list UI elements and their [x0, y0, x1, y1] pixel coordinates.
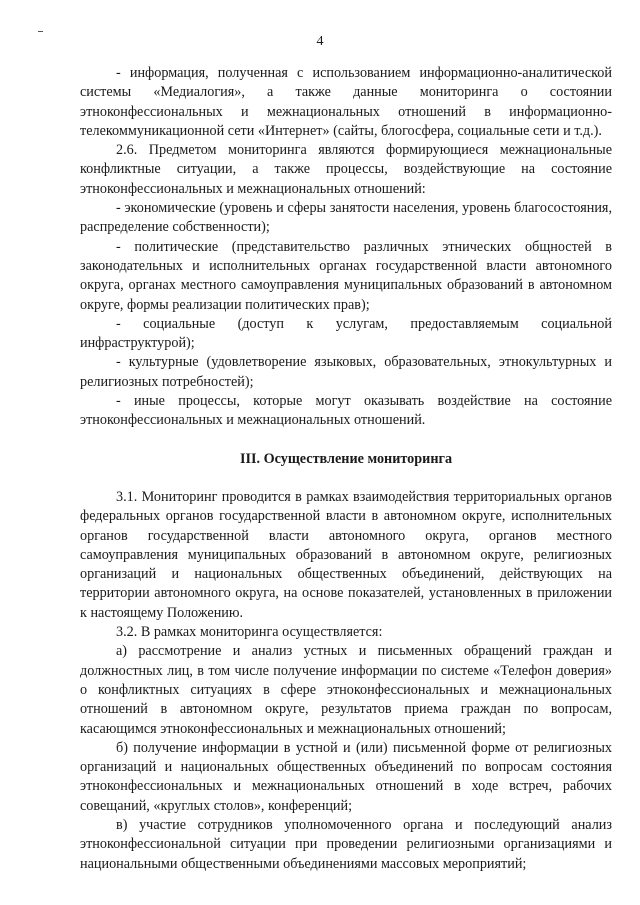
- list-item-v: в) участие сотрудников уполномоченного органа и последующий анализ этноконфессиональной ситуации при проведении религиозными организациями и национальными общественными объединениями массовых мероприятий;: [80, 816, 612, 872]
- scan-mark: [38, 31, 43, 32]
- list-item-a: а) рассмотрение и анализ устных и письменных обращений граждан и должностных лиц, в том числе получение информации по системе «Телефон доверия» о конфликтных ситуациях в сфере этноконфессиональных и межнациональных отношений в автономном округе, результатов приема граждан по вопросам, касающимся этноконфессиональных и межнациональных отношений;: [80, 643, 612, 737]
- list-item-economic: - экономические (уровень и сферы занятости населения, уровень благосостояния, распределение собственности);: [80, 200, 612, 236]
- section-title: III. Осуществление мониторинга: [239, 450, 453, 467]
- list-item-political: - политические (представительство различных этнических общностей в законодательных и исполнительных органах государственной власти автономного округа, органах местного самоуправления муниципальных образований в автономном округе, формы реализации политических прав);: [80, 238, 612, 313]
- paragraph-info-sources: - информация, полученная с использованием информационно-аналитической системы «Медиалогия», а также данные мониторинга о состоянии этноконфессиональных и межнациональных отношений в информационно-телекоммуникационной сети «Интернет» (сайты, блогосфера, социальные сети и т.д.).: [80, 65, 612, 139]
- paragraph-2-6: 2.6. Предметом мониторинга являются формирующиеся межнациональные конфликтные ситуации, а также процессы, воздействующие на состояние этноконфессиональных и межнациональных отношений:: [80, 142, 612, 197]
- paragraph-3-1: 3.1. Мониторинг проводится в рамках взаимодействия территориальных органов федеральных органов государственной власти в автономном округе, исполнительных органов государственной власти автономного округа, органов местного самоуправления муниципальных образований в автономном округе, религиозных организаций и национальных общественных объединений, действующих на территории автономного округа, на основе показателей, установленных в приложении к настоящему Положению.: [80, 488, 612, 621]
- page-number: 4: [316, 34, 324, 49]
- list-item-social: - социальные (доступ к услугам, предоставляемым социальной инфраструктурой);: [80, 315, 612, 352]
- list-item-other: - иные процессы, которые могут оказывать воздействие на состояние этноконфессиональных и межнациональных отношений.: [80, 393, 612, 429]
- document-body: [80, 64, 612, 874]
- paragraph-3-2: 3.2. В рамках мониторинга осуществляется:: [116, 624, 383, 641]
- list-item-cultural: - культурные (удовлетворение языковых, образовательных, этнокультурных и религиозных потребностей);: [80, 354, 612, 390]
- list-item-b: б) получение информации в устной и (или) письменной форме от религиозных организаций и национальных общественных объединений по вопросам состояния этноконфессиональных и межнациональных отношений в ходе встреч, рабочих совещаний, «круглых столов», конференций;: [80, 739, 612, 814]
